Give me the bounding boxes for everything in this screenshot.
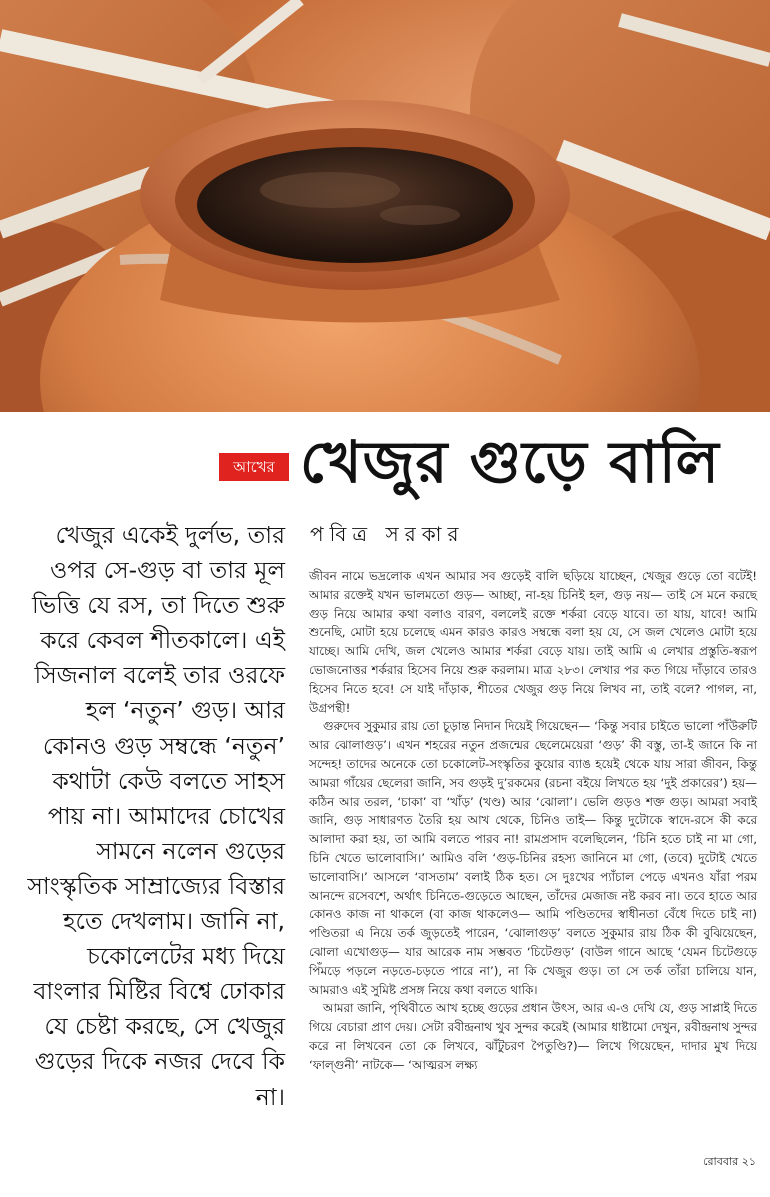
section-tag: আখের	[219, 453, 289, 481]
article-body	[309, 567, 757, 1075]
hero-photo	[0, 0, 770, 412]
page-folio: রোববার ২১	[703, 1155, 756, 1168]
clay-pot-illustration	[0, 0, 770, 412]
article-paragraph: আমরা জানি, পৃথিবীতে আখ হচ্ছে গুড়ের প্রধান উৎস, আর এ-ও দেখি যে, গুড় সাপ্লাই দিতে গিয়ে বেচারা প্রাণ দেয়। সেটা রবীন্দ্রনাথ খুব সুন্দর করেই (আমার ধাষ্টামো দেখুন, রবীন্দ্রনাথ সুন্দর করে না লিখবেন তো কে লিখবে, ঝাঁটুচরণ পৈতুণ্ডি?)— লিখে গিয়েছেন, দাদার মুখ দিয়ে ‘ফাল্গুনী’ নাটকে— ‘আত্মরস লক্ষ্য	[309, 1001, 757, 1072]
article-paragraph: জীবন নামে ভদ্রলোক এখন আমার সব গুড়েই বালি ছড়িয়ে যাচ্ছেন, খেজুর গুড়ে তো বটেই! আমার রক্তেই যখন ভালমতো গুড়— আচ্ছা, না-হয় চিনিই হল, গুড় নয়— তাই সে মনে করছে গুড় নিয়ে আমার কথা বলাও বারণ, বললেই রক্তে শর্করা বেড়ে যাবে। তা যায়, যাবে! আমি শুনেছি, মোটা হয়ে চলেছে এমন কারও কারও সম্বন্ধে বলা হয় যে, সে জল খেলেও মোটা হয়ে যাচ্ছে। আমি দেখি, জল খেলেও আমার শর্করা বেড়ে যায়। তাই আমি এ লেখার প্রস্তুতি-স্বরূপ ভোজনোত্তর শর্করার হিসেব নিয়ে শুরু করলাম। মাত্র ২৮৩। লেখার পর কত গিয়ে দাঁড়াবে তারও হিসেব নিতে হবে! সে যাই দাঁড়াক, শীতের খেজুর গুড় নিয়ে লিখব না, তাই বলে? পাগল, না, উগ্রপন্থী!	[309, 569, 757, 715]
article-paragraph: গুরুদেব সুকুমার রায় তো চূড়ান্ত নিদান দিয়েই গিয়েছেন— ‘কিন্তু সবার চাইতে ভালো পাঁউরুটি আর ঝোলাগুড়’। এখন শহরের নতুন প্রজন্মের ছেলেমেয়েরা ‘গুড়’ কী বস্তু, তা-ই জানে কি না সন্দেহ! তাদের অনেকে তো চকোলেট-সংস্কৃতির কুয়োর ব্যাঙ হয়েই থেকে যায় সারা জীবন, কিন্তু আমরা গাঁয়ের ছেলেরা জানি, সব গুড়ই দু’রকমের (রচনা বইয়ে লিখতে হয় ‘দুই প্রকারের’) হয়— কঠিন আর তরল, ‘চাকা’ বা ‘খাঁড়’ (খণ্ড) আর ‘ঝোলা’। ভেলি গুড়ও শক্ত গুড়। আমরা সবাই জানি, গুড় সাধারণত তৈরি হয় আখ থেকে, চিনিও তাই— কিন্তু দুটোকে স্বাদে-রসে কী করে আলাদা করা হয়, তা আমি বলতে পারব না! রামপ্রসাদ বলেছিলেন, ‘চিনি হতে চাই না মা গো, চিনি খেতে ভালোবাসি।’ আমিও বলি ‘গুড়-চিনির রহস্য জানিনে মা গো, (তবে) দুটোই খেতে ভালোবাসি।’ আসলে ‘বাসতাম’ বলাই ঠিক হত। সে দুঃখের প্যাঁচাল পেড়ে এখনও যাঁরা পরম আনন্দে রসেবশে, অর্থাৎ চিনিতে-গুড়েতে আছেন, তাঁদের মেজাজ নষ্ট করব না। তবে হাতে আর কোনও কাজ না থাকলে (বা কাজ থাকলেও— আমি পণ্ডিতদের স্বাধীনতা বেঁধে দিতে চাই না) পণ্ডিতরা এ নিয়ে তর্ক জুড়তেই পারেন, ‘ঝোলাগুড়’ বলতে সুকুমার রায় ঠিক কী বুঝিয়েছেন, ঝোলা এখোগুড়— যার আরেক নাম সম্ভবত ‘চিটেগুড়’ (বাউল গানে আছে ‘যেমন চিটেগুড়ে পিঁমড়ে পড়লে নড়তে-চড়তে পারে না’), না কি খেজুর গুড়। তা সে তর্ক তাঁরা চালিয়ে যান, আমরাও এই সুমিষ্ট প্রসঙ্গ নিয়ে কথা বলতে থাকি।	[309, 719, 757, 997]
pull-quote: খেজুর একেই দুর্লভ, তার ওপর সে-গুড় বা তার মূল ভিত্তি যে রস, তা দিতে শুরু করে কেবল শীতকালে। এই সিজনাল বলেই তার ওরফে হল ‘নতুন’ গুড়। আর কোনও গুড় সম্বন্ধে ‘নতুন’ কথাটা কেউ বলতে সাহস পায় না। আমাদের চোখের সামনে নলেন গুড়ের সাংস্কৃতিক সাম্রাজ্যের বিস্তার হতে দেখলাম। জানি না, চকোলেটের মধ্য দিয়ে বাংলার মিষ্টির বিশ্বে ঢোকার যে চেষ্টা করছে, সে খেজুর গুড়ের দিকে নজর দেবে কি না।	[27, 521, 285, 1111]
byline: পবিত্র সরকার	[310, 522, 465, 546]
page-title: খেজুর গুড়ে বালি	[300, 428, 720, 496]
